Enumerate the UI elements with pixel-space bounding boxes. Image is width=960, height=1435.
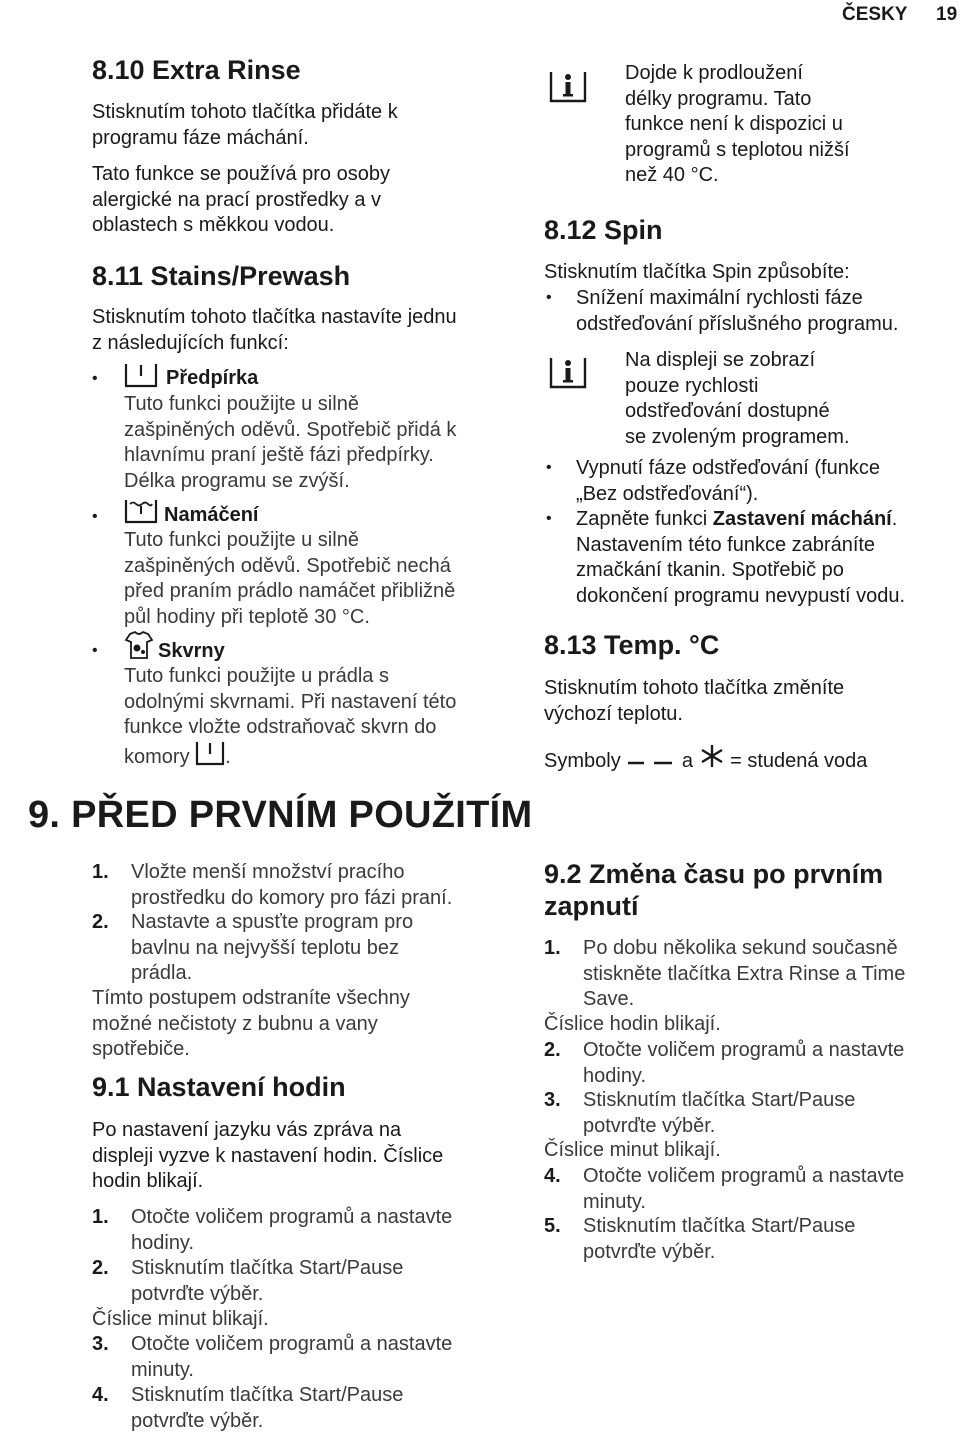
- s91-step2: Stisknutím tlačítka Start/Pause potvrďte výběr.: [131, 1257, 404, 1305]
- heading-8-12: 8.12 Spin: [544, 215, 663, 245]
- step-number: 2.: [92, 911, 109, 933]
- heading-9-1: 9.1 Nastavení hodin: [92, 1072, 346, 1102]
- soak-icon: [124, 498, 158, 529]
- s92-m2: Číslice minut blikají.: [544, 1139, 721, 1161]
- step-number: 5.: [544, 1215, 561, 1237]
- step-number: 1.: [544, 937, 561, 959]
- prewash-icon: [124, 362, 158, 393]
- dash-dash-icon: [626, 752, 676, 778]
- s91-intro: Po nastavení jazyku vás zpráva na displeji vyzve k nastavení hodin. Číslice hodin blikají.: [92, 1119, 444, 1192]
- s812-bullet2: Vypnutí fáze odstřeďování (funkce „Bez odstřeďování“).: [576, 457, 880, 505]
- s811-intro: Stisknutím tohoto tlačítka nastavíte jednu z následujících funkcí:: [92, 306, 457, 354]
- snowflake-icon: [699, 743, 725, 777]
- s812-bullet3: Zapněte funkci Zastavení máchání. Nastavením této funkce zabráníte zmačkání tkanin. Spotřebič po dokončení programu nevypustí vodu.: [576, 508, 906, 607]
- heading-9-2: 9.2 Změna času po prvním zapnutí: [544, 859, 884, 921]
- item-title-skvrny: Skvrny: [158, 640, 225, 662]
- bullet: •: [92, 370, 98, 387]
- heading-8-11: 8.11 Stains/Prewash: [92, 261, 351, 291]
- step-number: 3.: [544, 1089, 561, 1111]
- prewash-icon: [195, 740, 225, 774]
- s91-step4: Stisknutím tlačítka Start/Pause potvrďte výběr.: [131, 1384, 404, 1432]
- s92-step3: Stisknutím tlačítka Start/Pause potvrďte výběr.: [583, 1089, 856, 1137]
- info-icon: [548, 350, 588, 390]
- item-desc-predpirka: Tuto funkci použijte u silně zašpiněných oděvů. Spotřebič přidá k hlavnímu praní ještě fázi předpírky. Délka programu se zvýší.: [124, 393, 457, 492]
- item-desc-skvrny: Tuto funkci použijte u prádla s odolnými skvrnami. Při nastavení této funkce vložte odstraňovač skvrn do: [124, 665, 457, 738]
- s812-bullet1: Snížení maximální rychlosti fáze odstřeďování příslušného programu.: [576, 287, 899, 335]
- step-number: 4.: [92, 1384, 109, 1406]
- bullet: •: [546, 510, 552, 527]
- s92-step4: Otočte voličem programů a nastavte minuty.: [583, 1165, 905, 1213]
- item-title-namaceni: Namáčení: [164, 504, 259, 526]
- step-number: 2.: [544, 1039, 561, 1061]
- note-program-length: Dojde k prodloužení délky programu. Tato funkce není k dispozici u programů s teplotou nižší než 40 °C.: [625, 62, 850, 186]
- bullet: •: [92, 642, 98, 659]
- bullet: •: [546, 459, 552, 476]
- s91-step3: Otočte voličem programů a nastavte minuty.: [131, 1333, 453, 1381]
- item-title-predpirka: Předpírka: [166, 367, 259, 389]
- item-desc-namaceni: Tuto funkci použijte u silně zašpiněných oděvů. Spotřebič nechá před praním prádlo namáčet přibližně půl hodiny při teplotě 30 °C.: [124, 529, 456, 628]
- stain-icon: [124, 630, 154, 665]
- step-number: 2.: [92, 1257, 109, 1279]
- heading-8-13: 8.13 Temp. °C: [544, 630, 720, 660]
- step-number: 3.: [92, 1333, 109, 1355]
- language-label: ČESKY: [842, 4, 908, 25]
- s813-intro: Stisknutím tohoto tlačítka změníte výchozí teplotu.: [544, 677, 845, 725]
- s92-step5: Stisknutím tlačítka Start/Pause potvrďte výběr.: [583, 1215, 856, 1263]
- s92-m1: Číslice hodin blikají.: [544, 1013, 721, 1035]
- info-icon: [548, 64, 588, 104]
- s92-step1: Po dobu několika sekund současně stiskněte tlačítka Extra Rinse a Time Save.: [583, 937, 906, 1010]
- s810-para2: Tato funkce se používá pro osoby alergické na prací prostředky a v oblastech s měkkou vodou.: [92, 163, 390, 236]
- step-number: 4.: [544, 1165, 561, 1187]
- bullet: •: [92, 508, 98, 525]
- s810-para1: Stisknutím tohoto tlačítka přidáte k programu fáze máchání.: [92, 101, 398, 149]
- step-number: 1.: [92, 861, 109, 883]
- bullet: •: [546, 289, 552, 306]
- s812-intro: Stisknutím tlačítka Spin způsobíte:: [544, 261, 850, 283]
- s813-symbols: Symboly a = studená voda: [544, 743, 867, 778]
- page-number: 19: [936, 4, 958, 25]
- heading-9: 9. PŘED PRVNÍM POUŽITÍM: [28, 794, 533, 836]
- heading-8-10: 8.10 Extra Rinse: [92, 55, 301, 85]
- item-desc-skvrny-last: komory .: [124, 740, 231, 774]
- step-number: 1.: [92, 1206, 109, 1228]
- s9-after: Tímto postupem odstraníte všechny možné nečistoty z bubnu a vany spotřebiče.: [92, 987, 410, 1060]
- note-spin-speeds: Na displeji se zobrazí pouze rychlosti odstřeďování dostupné se zvoleným programem.: [625, 349, 850, 448]
- s91-mid: Číslice minut blikají.: [92, 1308, 269, 1330]
- s92-step2: Otočte voličem programů a nastavte hodiny.: [583, 1039, 905, 1087]
- s9-step2: Nastavte a spusťte program pro bavlnu na nejvyšší teplotu bez prádla.: [131, 911, 414, 984]
- s91-step1: Otočte voličem programů a nastavte hodiny.: [131, 1206, 453, 1254]
- s9-step1: Vložte menší množství pracího prostředku do komory pro fázi praní.: [131, 861, 453, 909]
